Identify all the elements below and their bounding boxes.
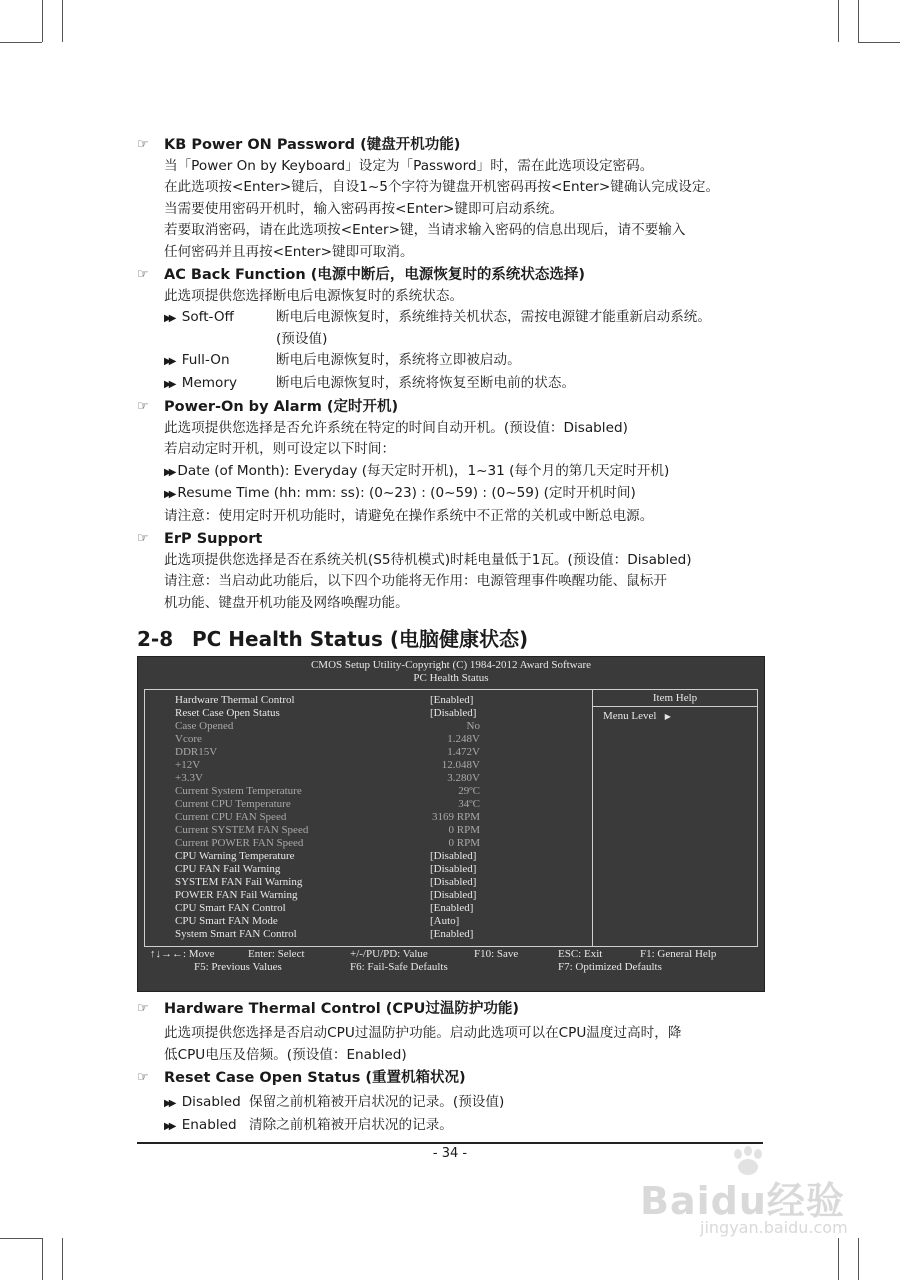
- double-arrow-icon: ▶▶: [164, 313, 174, 325]
- option-desc: 断电后电源恢复时，系统维持关机状态，需按电源键才能重新启动系统。 (预设值): [276, 309, 711, 347]
- page-content: [137, 133, 765, 1137]
- paragraph: 此选项提供您选择断电后电源恢复时的系统状态。: [164, 288, 464, 305]
- crop-mark: [838, 1238, 839, 1280]
- setting-label: Current SYSTEM FAN Speed: [175, 824, 309, 837]
- watermark-brand: Baidu经验: [640, 1179, 845, 1223]
- paragraph: 此选项提供您选择是否允许系统在特定的时间自动开机。(预设值：Disabled): [164, 420, 628, 437]
- bios-setting-row: [175, 733, 595, 746]
- double-arrow-icon: ▶▶: [164, 489, 174, 501]
- setting-label: Current POWER FAN Speed: [175, 837, 304, 850]
- bios-header: CMOS Setup Utility-Copyright (C) 1984-2012 Award Software PC Health Status: [310, 659, 592, 685]
- setting-value: [Auto]: [430, 915, 460, 928]
- setting-label: CPU Smart FAN Control: [175, 902, 286, 915]
- key-hint-failsafe: F6: Fail-Safe Defaults: [350, 961, 448, 974]
- paragraph: 在此选项按<Enter>键后，自设1~5个字符为键盘开机密码再按<Enter>键确认完成设定。: [164, 179, 720, 196]
- bios-setting-row[interactable]: [175, 889, 595, 902]
- crop-mark: [0, 1238, 42, 1239]
- crop-mark: [0, 42, 42, 43]
- paragraph: 低CPU电压及倍频。(预设值：Enabled): [164, 1046, 407, 1063]
- option-desc: 清除之前机箱被开启状况的记录。: [249, 1116, 453, 1133]
- setting-label: System Smart FAN Control: [175, 928, 297, 941]
- bios-setting-row[interactable]: [175, 902, 595, 915]
- setting-label: Current CPU FAN Speed: [175, 811, 287, 824]
- key-hint-save: F10: Save: [474, 948, 519, 961]
- setting-value: 0 RPM: [448, 837, 480, 850]
- setting-value: [Disabled]: [430, 850, 477, 863]
- key-hint-move: ↑↓→←: Move: [150, 948, 215, 961]
- setting-value: 29ºC: [458, 785, 480, 798]
- menu-level: Menu Level ▶: [603, 710, 671, 723]
- paragraph: 请注意：使用定时开机功能时，请避免在操作系统中不正常的关机或中断总电源。: [164, 507, 654, 524]
- setting-label: SYSTEM FAN Fail Warning: [175, 876, 303, 889]
- bios-panel: [144, 689, 758, 947]
- bios-setting-row: [175, 746, 595, 759]
- paragraph: 此选项提供您选择是否启动CPU过温防护功能。启动此选项可以在CPU温度过高时，降: [164, 1025, 682, 1042]
- setting-label: CPU Warning Temperature: [175, 850, 295, 863]
- option-desc: 断电后电源恢复时，系统将恢复至断电前的状态。: [276, 374, 576, 391]
- option-desc: 保留之前机箱被开启状况的记录。(预设值): [249, 1094, 505, 1111]
- key-hint-select: Enter: Select: [248, 948, 305, 961]
- setting-value: [Disabled]: [430, 889, 477, 902]
- heading-number: 2-8: [137, 627, 174, 652]
- hand-pointer-icon: ☞: [137, 531, 149, 547]
- double-arrow-icon: ▶▶: [164, 1120, 174, 1132]
- setting-value: [Enabled]: [430, 694, 474, 707]
- setting-label: Vcore: [175, 733, 202, 746]
- key-hint-previous: F5: Previous Values: [194, 961, 282, 974]
- setting-label: Case Opened: [175, 720, 234, 733]
- paragraph: 若启动定时开机，则可设定以下时间：: [164, 441, 396, 458]
- option-item: ▶▶ Resume Time (hh: mm: ss): (0~23) : (0~59) : (0~59) (定时开机时间): [164, 485, 636, 502]
- bios-setting-row: [175, 720, 595, 733]
- hand-pointer-icon: ☞: [137, 1001, 149, 1017]
- setting-value: [Enabled]: [430, 928, 474, 941]
- bios-setting-row[interactable]: [175, 928, 595, 941]
- setting-value: [Disabled]: [430, 863, 477, 876]
- option-item: [137, 1115, 765, 1137]
- setting-value: [Enabled]: [430, 902, 474, 915]
- option-item: [137, 1092, 765, 1114]
- setting-label: Current CPU Temperature: [175, 798, 291, 811]
- section-title-erp: ☞ ErP Support: [137, 528, 765, 550]
- crop-mark: [858, 42, 900, 43]
- item-help-title: Item Help: [652, 692, 698, 705]
- paragraph: 当需要使用密码开机时，输入密码再按<Enter>键即可启动系统。: [164, 200, 564, 217]
- hand-pointer-icon: ☞: [137, 1070, 149, 1086]
- bios-setting-row: [175, 772, 595, 785]
- bios-setting-row[interactable]: [175, 915, 595, 928]
- footer-rule: [137, 1142, 763, 1144]
- bios-footer: [138, 948, 764, 974]
- paragraph: 机功能、键盘开机功能及网络唤醒功能。: [164, 594, 409, 611]
- option-item: ▶▶ Date (of Month): Everyday (每天定时开机)，1~31 (每个月的第几天定时开机): [164, 462, 670, 479]
- page-number: - 34 -: [432, 1146, 468, 1161]
- section-title-kb-password: ☞ KB Power ON Password (键盘开机功能): [137, 134, 765, 156]
- setting-value: 3169 RPM: [432, 811, 480, 824]
- option-name: Soft-Off: [181, 309, 234, 326]
- setting-value: 1.472V: [447, 746, 480, 759]
- setting-value: [Disabled]: [430, 707, 477, 720]
- double-arrow-icon: ▶▶: [164, 1098, 174, 1110]
- bios-item-list: [175, 694, 595, 941]
- divider: [593, 706, 757, 707]
- setting-value: 3.280V: [447, 772, 480, 785]
- section-title-ac-back: ☞ AC Back Function (电源中断后，电源恢复时的系统状态选择): [137, 264, 765, 286]
- bios-setting-row: [175, 824, 595, 837]
- setting-value: 12.048V: [441, 759, 480, 772]
- crop-mark: [62, 1238, 63, 1280]
- setting-value: [Disabled]: [430, 876, 477, 889]
- setting-value: 34ºC: [458, 798, 480, 811]
- double-arrow-icon: ▶▶: [164, 466, 174, 478]
- bios-setting-row: [175, 837, 595, 850]
- triangle-right-icon: ▶: [664, 712, 671, 722]
- crop-mark: [62, 0, 63, 42]
- bios-setting-row: [175, 785, 595, 798]
- bios-screenshot: [137, 656, 765, 992]
- section-title-alarm: ☞ Power-On by Alarm (定时开机): [137, 396, 765, 418]
- section-title-reset-case: ☞ Reset Case Open Status (重置机箱状况): [137, 1067, 765, 1089]
- setting-label: DDR15V: [175, 746, 218, 759]
- bios-setting-row[interactable]: [175, 863, 595, 876]
- bios-setting-row: [175, 798, 595, 811]
- hand-pointer-icon: ☞: [137, 137, 149, 152]
- option-item: [137, 307, 765, 350]
- paragraph: 任何密码并且再按<Enter>键即可取消。: [164, 243, 414, 260]
- crop-mark: [858, 1238, 859, 1280]
- bios-setting-row[interactable]: [175, 694, 595, 707]
- option-name: Enabled: [181, 1116, 237, 1133]
- option-name: Memory: [181, 374, 238, 391]
- bios-setting-row[interactable]: [175, 707, 595, 720]
- key-hint-exit: ESC: Exit: [558, 948, 603, 961]
- watermark-url: jingyan.baidu.com: [700, 1218, 848, 1237]
- setting-label: +3.3V: [175, 772, 203, 785]
- paragraph: 当「Power On by Keyboard」设定为「Password」时，需在此选项设定密码。: [164, 158, 654, 174]
- setting-label: CPU Smart FAN Mode: [175, 915, 278, 928]
- paragraph: 此选项提供您选择是否在系统关机(S5待机模式)时耗电量低于1瓦。(预设值：Disabled): [164, 552, 692, 569]
- double-arrow-icon: ▶▶: [164, 378, 174, 390]
- paragraph: 若要取消密码，请在此选项按<Enter>键，当请求输入密码的信息出现后，请不要输入: [164, 222, 686, 239]
- option-item: [137, 373, 765, 395]
- option-desc: 断电后电源恢复时，系统将立即被启动。: [276, 352, 521, 369]
- hand-pointer-icon: ☞: [137, 399, 149, 415]
- key-hint-value: +/-/PU/PD: Value: [350, 948, 428, 961]
- crop-mark: [838, 0, 839, 42]
- paragraph: 请注意：当启动此功能后，以下四个功能将无作用：电源管理事件唤醒功能、鼠标开: [164, 573, 667, 590]
- option-item: [137, 350, 765, 372]
- double-arrow-icon: ▶▶: [164, 356, 174, 368]
- setting-label: Hardware Thermal Control: [175, 694, 295, 707]
- setting-label: +12V: [175, 759, 201, 772]
- setting-value: 0 RPM: [448, 824, 480, 837]
- setting-label: CPU FAN Fail Warning: [175, 863, 281, 876]
- section-title-hw-thermal: ☞ Hardware Thermal Control (CPU过温防护功能): [137, 998, 765, 1020]
- setting-label: Current System Temperature: [175, 785, 302, 798]
- option-name: Disabled: [181, 1094, 241, 1111]
- key-hint-help: F1: General Help: [640, 948, 717, 961]
- option-name: Full-On: [181, 352, 230, 369]
- bios-setting-row: [175, 811, 595, 824]
- chapter-heading: [137, 624, 765, 654]
- key-hint-optimized: F7: Optimized Defaults: [558, 961, 662, 974]
- hand-pointer-icon: ☞: [137, 267, 149, 283]
- bios-setting-row: [175, 759, 595, 772]
- setting-label: Reset Case Open Status: [175, 707, 280, 720]
- bios-setting-row[interactable]: [175, 876, 595, 889]
- bios-setting-row[interactable]: [175, 850, 595, 863]
- setting-value: 1.248V: [447, 733, 480, 746]
- setting-label: POWER FAN Fail Warning: [175, 889, 298, 902]
- setting-value: No: [466, 720, 480, 733]
- heading-title: PC Health Status (电脑健康状态): [192, 627, 529, 652]
- crop-mark: [858, 0, 859, 42]
- crop-mark: [42, 1238, 43, 1280]
- crop-mark: [42, 0, 43, 42]
